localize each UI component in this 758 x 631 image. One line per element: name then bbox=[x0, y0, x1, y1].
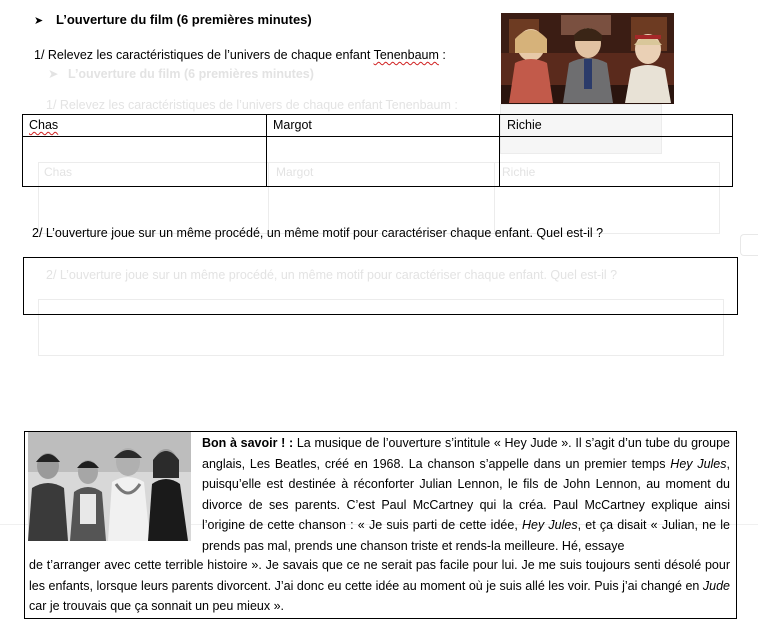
ghost-question-2: 2/ L’ouverture joue sur un même procédé, un même motif pour caractériser chaque enfant. Quel est-il ? bbox=[46, 268, 618, 282]
question-2: 2/ L’ouverture joue sur un même procédé, un même motif pour caractériser chaque enfant. Quel est-il ? bbox=[32, 226, 604, 240]
bon-a-savoir-text-continued: de t’arranger avec cette terrible histoire ». Je savais que ce ne serait pas facile pour lui. Je me suis toujours senti désolé pour les enfants, lorsque leurs parents divorcent. J’ai donc eu cette idée au moment où je suis allé les voir. Puis j’ai changé en Jude car je trouvais que ça sonnait un peu mieux ». bbox=[29, 558, 730, 613]
bon-a-savoir-title: Bon à savoir ! : bbox=[202, 436, 294, 450]
answer-box-2[interactable] bbox=[23, 257, 738, 315]
table-header-row bbox=[23, 115, 732, 137]
children-table bbox=[22, 114, 733, 187]
ghost-col-richie: Richie bbox=[502, 165, 536, 179]
ghost-question-1: 1/ Relevez les caractéristiques de l’univers de chaque enfant Tenenbaum : bbox=[46, 98, 458, 112]
tenenbaum-children-photo bbox=[501, 13, 674, 104]
ghost-heading: ➤ L’ouverture du film (6 premières minutes) bbox=[48, 67, 314, 81]
question-1: 1/ Relevez les caractéristiques de l’univers de chaque enfant Tenenbaum : bbox=[34, 48, 446, 62]
column-margot: Margot bbox=[273, 118, 312, 132]
column-chas: Chas bbox=[29, 118, 59, 132]
answer-cell-margot[interactable] bbox=[268, 137, 498, 185]
ghost-col-margot: Margot bbox=[276, 165, 314, 179]
answer-cell-richie[interactable] bbox=[501, 137, 731, 185]
column-richie: Richie bbox=[507, 118, 542, 132]
ghost-col-chas: Chas bbox=[44, 165, 73, 179]
bon-a-savoir-text: Bon à savoir ! : La musique de l’ouverture s’intitule « Hey Jude ». Il s’agit d’un tube du groupe anglais, Les Beatles, créé en 1968. La chanson s’appelle dans un premier temps Hey Jules, puisqu’elle est destinée à réconforter Julian Lennon, le fils de John Lennon, au moment du divorce de ses parents. C’est Paul McCartney qui la créa. Paul McCartney explique ainsi l’origine de cette chanson : « Je suis parti de cette idée, Hey Jules, et ça disait « Julian, ne le prends pas mal, prends une chanson triste et rends-la meilleure. Hé, essaye bbox=[202, 436, 731, 553]
scroll-edge-handle bbox=[740, 234, 758, 256]
arrow-bullet-icon: ➤ bbox=[34, 15, 44, 27]
answer-cell-chas[interactable] bbox=[24, 137, 265, 185]
section-heading: ➤ L’ouverture du film (6 premières minutes) bbox=[34, 12, 312, 27]
beatles-photo bbox=[28, 432, 191, 541]
